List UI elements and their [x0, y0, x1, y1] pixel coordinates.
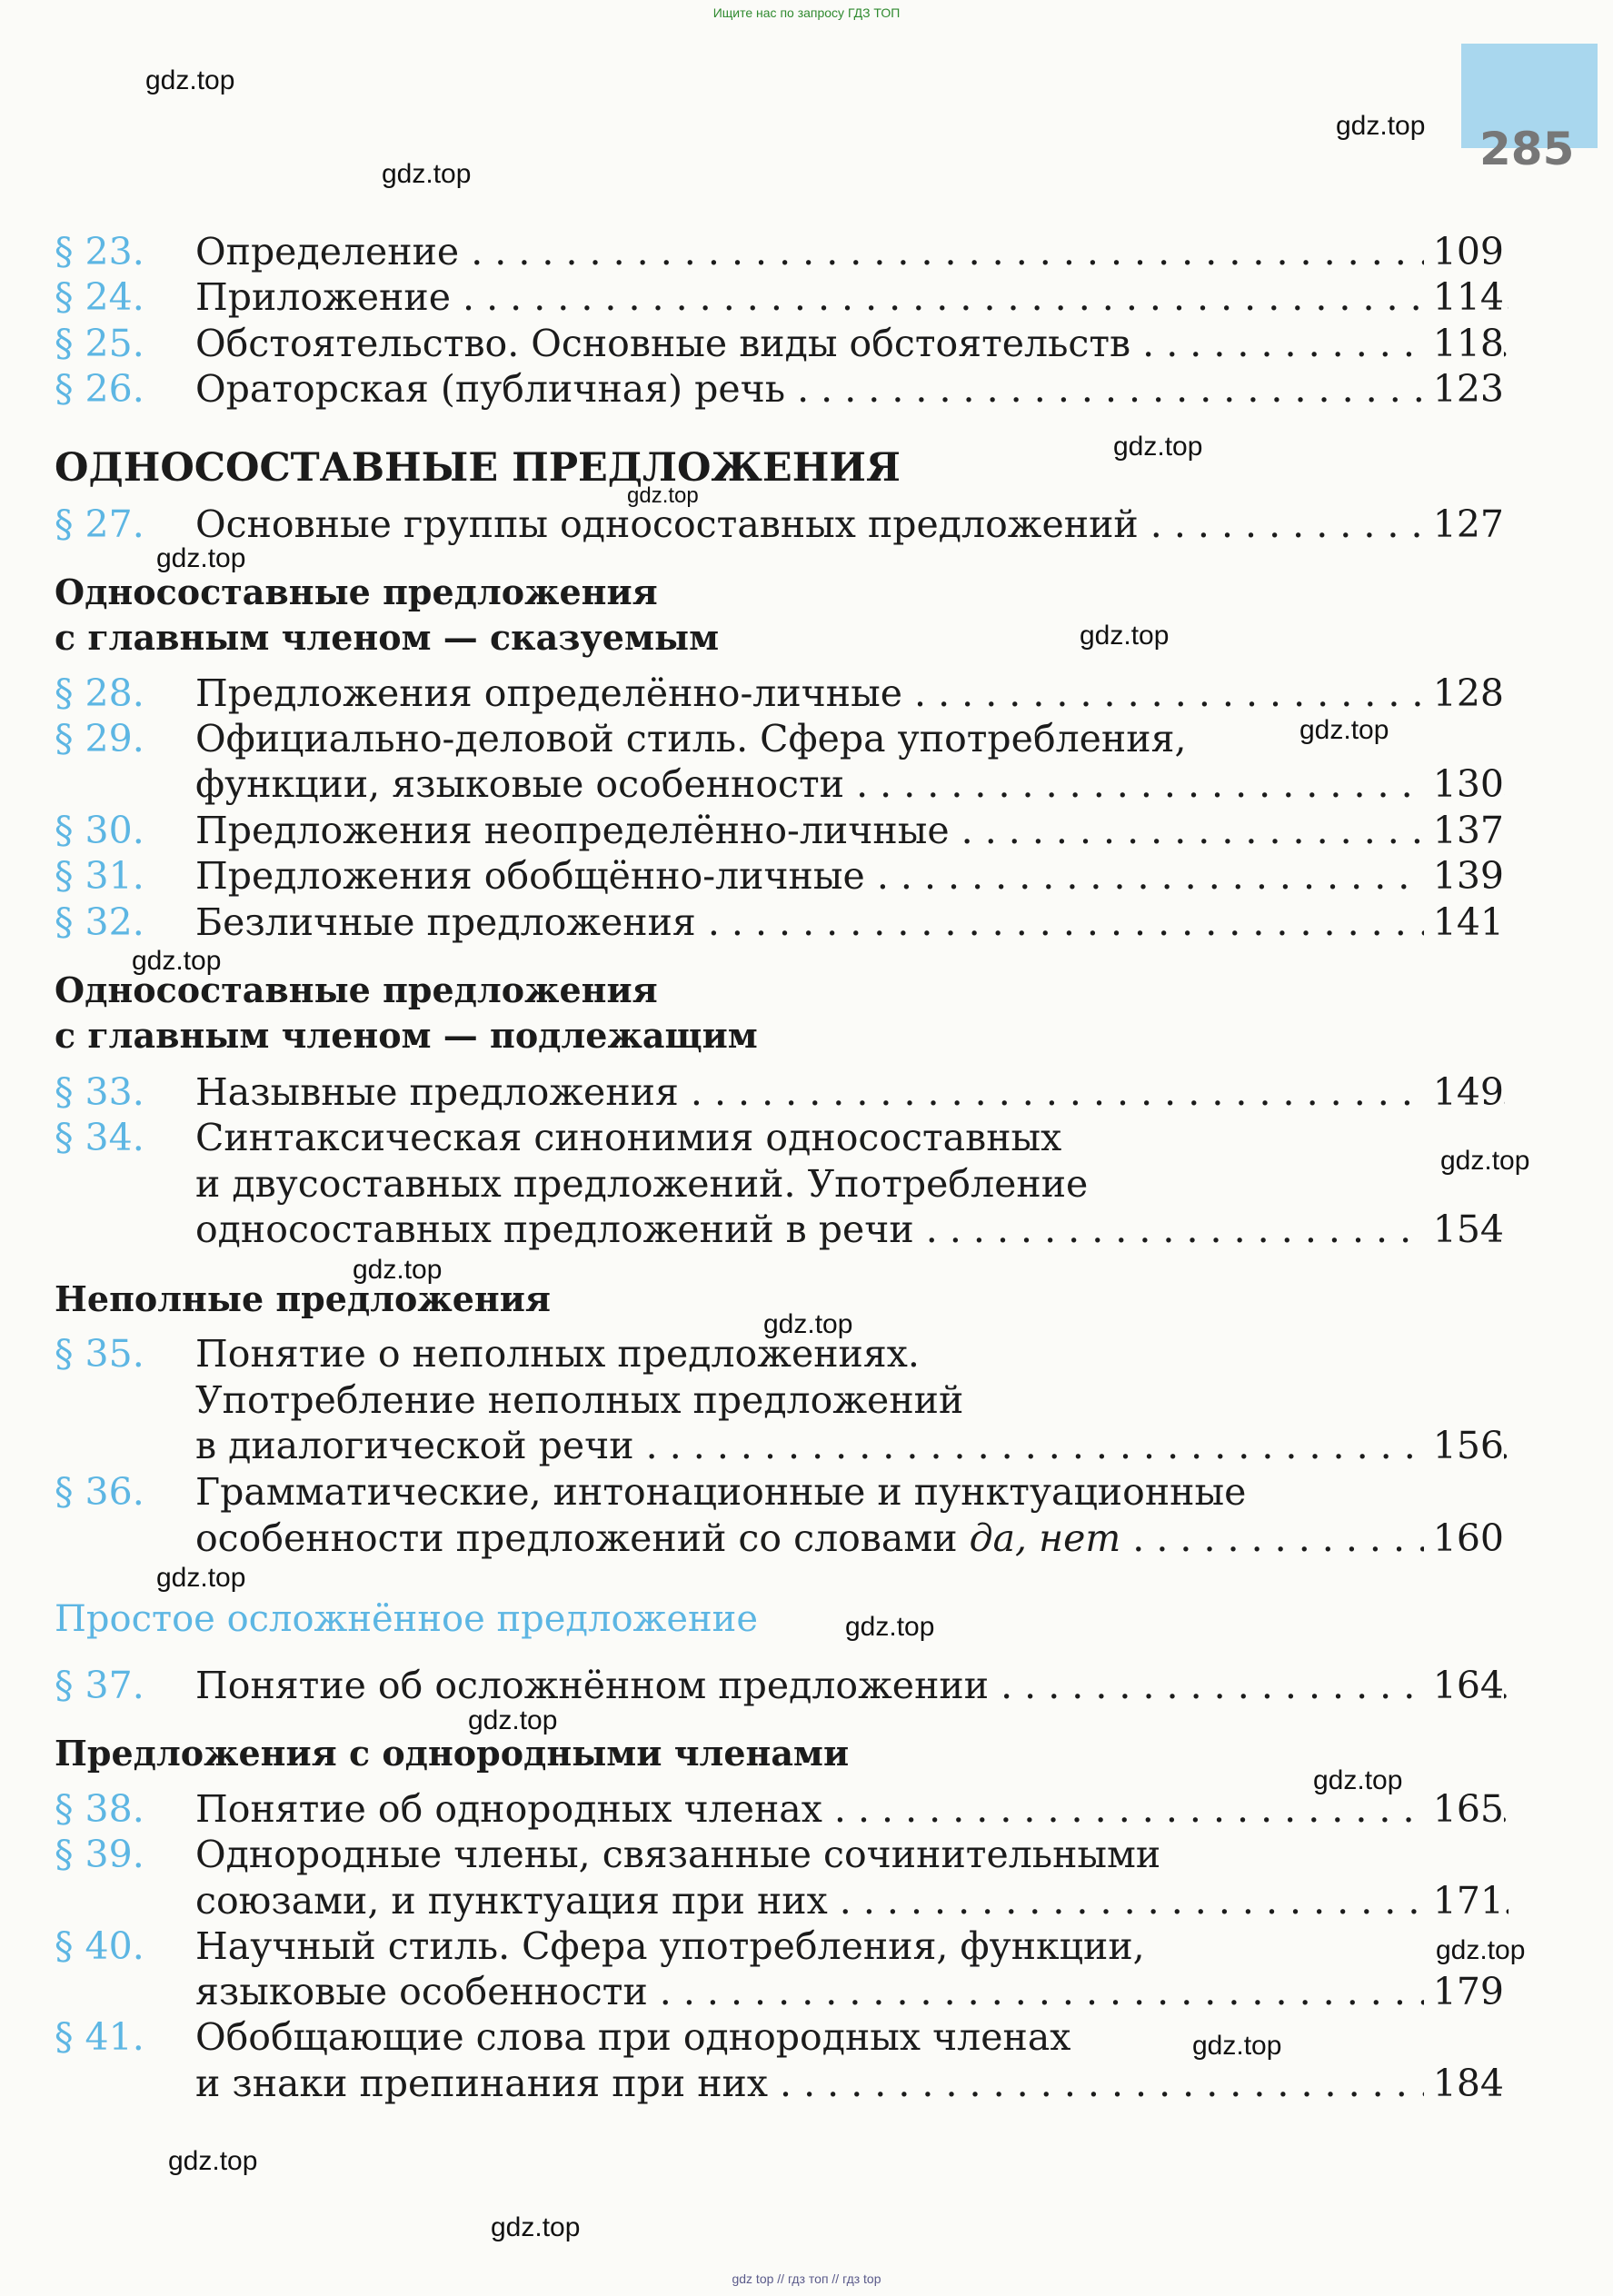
section-title: Обобщающие слова при однородных членах	[195, 2015, 1071, 2059]
page-ref: 149	[1424, 1069, 1504, 1115]
section-number: § 29.	[55, 717, 144, 760]
watermark: gdz.top	[627, 483, 699, 508]
page-ref: 171	[1424, 1878, 1504, 1923]
toc-entry	[0, 900, 1613, 945]
watermark: gdz.top	[1436, 1935, 1526, 1965]
section-number: § 39.	[55, 1833, 144, 1876]
section-title: Обстоятельство. Основные виды обстоятельств . . .	[195, 321, 1508, 366]
watermark: gdz.top	[156, 1563, 246, 1593]
page-ref: 154	[1424, 1207, 1504, 1252]
toc-entry	[0, 1786, 1613, 1832]
page-ref: 109	[1424, 229, 1504, 274]
watermark: gdz.top	[1299, 715, 1389, 745]
page-ref: 139	[1424, 853, 1504, 899]
toc-entry	[0, 321, 1613, 366]
toc-entry	[0, 229, 1613, 274]
subsection-heading: Односоставные предложения	[55, 572, 658, 612]
section-number: § 26.	[55, 367, 144, 411]
page-ref: 123	[1424, 366, 1504, 412]
watermark: gdz.top	[353, 1255, 443, 1285]
section-title: Употребление неполных предложений	[195, 1378, 964, 1422]
toc-entry	[0, 2014, 1613, 2060]
subsection-heading: Предложения с однородными членами	[55, 1733, 850, 1774]
page-ref: 141	[1424, 900, 1504, 945]
section-number: § 35.	[55, 1332, 144, 1376]
section-title: функции, языковые особенности . . .	[195, 761, 1508, 807]
bottom-note: gdz top // гдз топ // гдз top	[732, 2271, 881, 2286]
toc-entry	[0, 716, 1613, 761]
page-ref: 130	[1424, 761, 1504, 807]
section-title	[195, 1516, 1508, 1561]
section-title: Однородные члены, связанные сочинительными	[195, 1833, 1161, 1876]
section-number: § 41.	[55, 2015, 144, 2059]
section-title: Понятие об однородных членах . . .	[195, 1786, 1508, 1832]
section-title: Предложения определённо-личные . . .	[195, 671, 1508, 716]
section-number: § 23.	[55, 230, 144, 273]
toc-entry	[0, 1069, 1613, 1115]
section-number: § 36.	[55, 1470, 144, 1514]
section-title: и двусоставных предложений. Употребление	[195, 1162, 1089, 1206]
page-ref: 179	[1424, 1969, 1504, 2014]
section-number: § 33.	[55, 1070, 144, 1114]
section-title-text: особенности предложений со словами	[195, 1516, 958, 1560]
toc-entry-continued	[0, 1161, 1613, 1207]
toc-entry	[0, 1923, 1613, 1969]
watermark: gdz.top	[1113, 432, 1203, 462]
page-ref: 160	[1424, 1516, 1504, 1561]
watermark: gdz.top	[1336, 111, 1426, 141]
watermark: gdz.top	[382, 159, 472, 189]
toc-entry	[0, 502, 1613, 547]
watermark: gdz.top	[763, 1309, 853, 1339]
watermark: gdz.top	[1440, 1146, 1530, 1176]
section-number: § 40.	[55, 1924, 144, 1968]
section-number: § 37.	[55, 1664, 144, 1707]
toc-entry	[0, 366, 1613, 412]
section-title: односоставных предложений в речи . . .	[195, 1207, 1508, 1252]
section-number: § 32.	[55, 900, 144, 944]
section-title: Понятие о неполных предложениях.	[195, 1332, 920, 1376]
top-search-note: Ищите нас по запросу ГДЗ ТОП	[712, 5, 901, 20]
subsection-heading: с главным членом — подлежащим	[55, 1015, 758, 1056]
section-number: § 24.	[55, 275, 144, 319]
page-ref: 164	[1424, 1663, 1504, 1708]
section-number: § 31.	[55, 854, 144, 898]
toc-entry	[0, 274, 1613, 320]
section-title: Предложения обобщённо-личные . . .	[195, 853, 1508, 899]
toc-entry-continued	[0, 1207, 1613, 1252]
section-title: союзами, и пунктуация при них . . .	[195, 1878, 1508, 1923]
section-title: Ораторская (публичная) речь . . .	[195, 366, 1508, 412]
watermark: gdz.top	[1080, 621, 1170, 651]
subsection-heading: Неполные предложения	[55, 1278, 551, 1319]
section-title: Синтаксическая синонимия односоставных	[195, 1116, 1062, 1159]
section-title: Официально-деловой стиль. Сфера употребления,	[195, 717, 1187, 760]
page-ref: 156	[1424, 1423, 1504, 1468]
italic-words: да, нет	[969, 1516, 1121, 1560]
page-ref: 114	[1424, 274, 1504, 320]
watermark: gdz.top	[132, 946, 222, 976]
watermark: gdz.top	[468, 1705, 558, 1735]
toc-entry-continued	[0, 2061, 1613, 2106]
toc-entry-continued	[0, 761, 1613, 807]
section-number: § 27.	[55, 502, 144, 546]
watermark: gdz.top	[845, 1612, 935, 1642]
watermark: gdz.top	[491, 2212, 581, 2242]
section-title: и знаки препинания при них . . .	[195, 2061, 1508, 2106]
section-number: § 30.	[55, 809, 144, 852]
section-number: § 34.	[55, 1116, 144, 1159]
page-ref: 137	[1424, 808, 1504, 853]
page-number: 285	[1479, 123, 1575, 175]
page-ref: 184	[1424, 2061, 1504, 2106]
toc-entry-continued	[0, 1878, 1613, 1923]
blue-part-heading: Простое осложнённое предложение	[55, 1598, 758, 1640]
toc-entry	[0, 853, 1613, 899]
section-title: Определение . . .	[195, 229, 1508, 274]
watermark: gdz.top	[1313, 1765, 1403, 1795]
section-title: Научный стиль. Сфера употребления, функции,	[195, 1924, 1145, 1968]
watermark: gdz.top	[168, 2146, 258, 2176]
toc-entry	[0, 1115, 1613, 1160]
watermark: gdz.top	[1192, 2031, 1282, 2061]
toc-entry-continued	[0, 1516, 1613, 1561]
page-ref: 128	[1424, 671, 1504, 716]
section-title: Приложение . . .	[195, 274, 1508, 320]
toc-entry-continued	[0, 1969, 1613, 2014]
toc-entry	[0, 671, 1613, 716]
section-title: Основные группы односоставных предложений . . .	[195, 502, 1508, 547]
section-number: § 25.	[55, 322, 144, 365]
section-title: Безличные предложения . . .	[195, 900, 1508, 945]
toc-entry	[0, 1331, 1613, 1377]
section-title: в диалогической речи . . .	[195, 1423, 1508, 1468]
toc-entry	[0, 808, 1613, 853]
part-heading: ОДНОСОСТАВНЫЕ ПРЕДЛОЖЕНИЯ	[55, 445, 901, 491]
subsection-heading: Односоставные предложения	[55, 969, 658, 1010]
page-ref: 165	[1424, 1786, 1504, 1832]
toc-entry-continued	[0, 1423, 1613, 1468]
watermark: gdz.top	[145, 65, 235, 95]
section-title: Назывные предложения . . .	[195, 1069, 1508, 1115]
section-number: § 28.	[55, 671, 144, 715]
page-ref: 127	[1424, 502, 1504, 547]
section-title: Понятие об осложнённом предложении . . .	[195, 1663, 1508, 1708]
page-ref: 118	[1424, 321, 1504, 366]
section-number: § 38.	[55, 1787, 144, 1831]
toc-entry	[0, 1832, 1613, 1877]
toc-entry	[0, 1663, 1613, 1708]
subsection-heading: с главным членом — сказуемым	[55, 617, 720, 658]
toc-entry-continued	[0, 1377, 1613, 1423]
section-title: Предложения неопределённо-личные . . .	[195, 808, 1508, 853]
watermark: gdz.top	[156, 543, 246, 573]
section-title: языковые особенности . . .	[195, 1969, 1508, 2014]
toc-entry	[0, 1469, 1613, 1515]
section-title: Грамматические, интонационные и пунктуационные	[195, 1470, 1247, 1514]
